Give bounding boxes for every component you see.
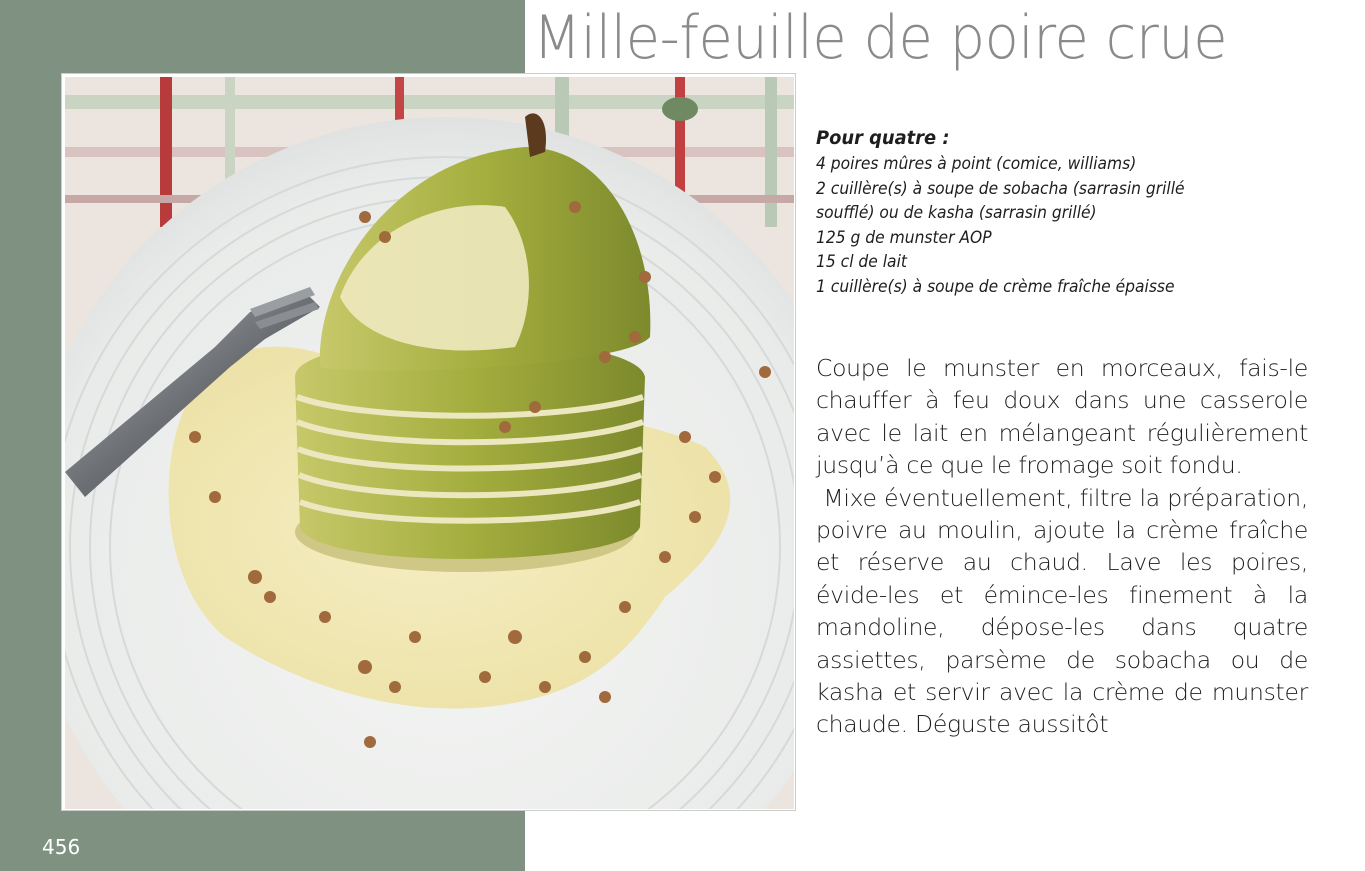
page-number: 456 — [42, 835, 81, 859]
instructions-block — [816, 352, 1316, 741]
ingredient-line: 4 poires mûres à point (comice, williams) — [816, 154, 1137, 173]
page-title: Mille-feuille de poire crue — [533, 3, 1228, 73]
pear-millefeuille-photo — [65, 77, 794, 809]
ingredients-block — [816, 124, 1305, 299]
instructions-paragraph-2: Mixe éventuellement, filtre la préparation, poivre au moulin, ajoute la crème fraîche et réserve au chaud. Lave les poires, évide-les et émince-les finement à la mandoline, dépose-les dans quatre assiettes, parsème de sobacha ou de kasha et servir avec la crème de munster chaude. Déguste aussitôt — [816, 483, 1316, 739]
ingredient-line: 2 cuillère(s) à soupe de sobacha (sarrasin grillé — [816, 178, 1185, 198]
heading-colon: : — [936, 127, 950, 149]
ingredients-heading — [816, 124, 1305, 152]
instructions-paragraph-1: Coupe le munster en morceaux, fais-le chauffer à feu doux dans une casserole avec le lait en mélangeant régulièrement jusqu’à ce que le fromage soit fondu. — [816, 354, 1308, 480]
servings-label: Pour quatre — [816, 127, 937, 149]
ingredient-line: 15 cl de lait — [816, 252, 907, 271]
recipe-photo-frame — [61, 73, 796, 811]
ingredient-line: 1 cuillère(s) à soupe de crème fraîche épaisse — [816, 276, 1175, 296]
ingredient-line: soufflé) ou de kasha (sarrasin grillé) — [816, 203, 1097, 222]
ingredient-line: 125 g de munster AOP — [816, 227, 992, 247]
